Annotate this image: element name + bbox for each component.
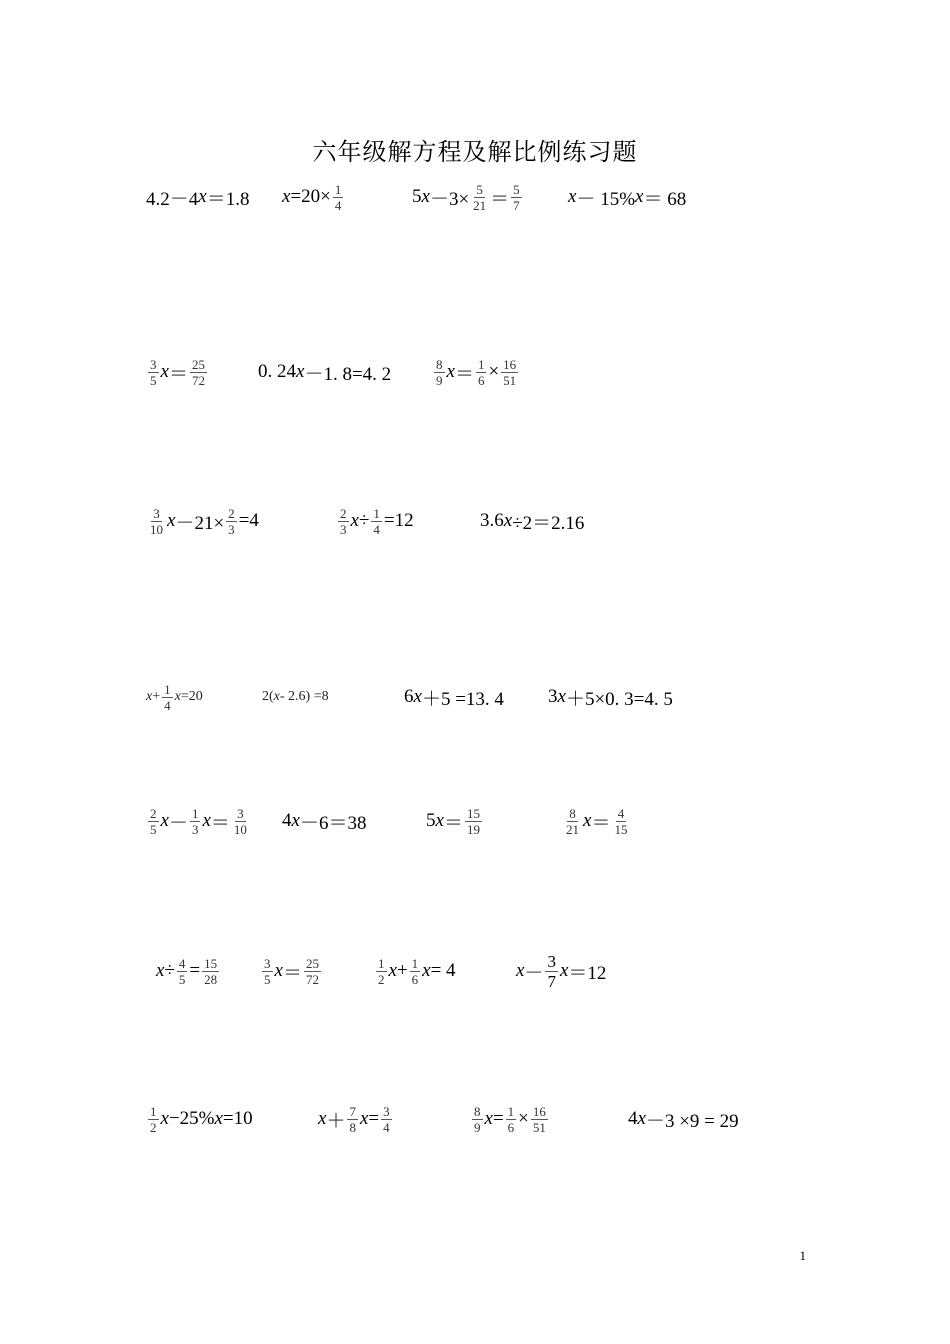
equation-6: 0. 24 x －1. 8=4. 2 — [258, 361, 392, 385]
fraction: $\frac{1}{6}$ — [507, 1103, 515, 1135]
fraction: $\frac{3}{5}$ — [150, 356, 157, 388]
fraction: $\frac{25}{72}$ — [191, 356, 205, 388]
equation-14: 3 x ＋5×0. 3=4. 5 — [548, 686, 673, 710]
fraction: $\frac{2}{3}$ — [228, 505, 235, 537]
equation-22: x － $\frac{3}{7}$ x ＝12 — [516, 951, 607, 991]
fraction: $\frac{1}{4}$ — [373, 505, 380, 537]
fraction: $\frac{16}{51}$ — [532, 1103, 546, 1135]
equation-16: 4 x －6＝38 — [282, 810, 367, 834]
fraction: $\frac{1}{6}$ — [411, 955, 419, 987]
fraction: $\frac{4}{15}$ — [614, 805, 628, 837]
fraction: $\frac{5}{21}$ — [473, 181, 487, 213]
equation-5: $\frac{3}{5}$ x ＝ $\frac{25}{72}$ — [150, 356, 205, 388]
fraction: $\frac{3}{10}$ — [150, 505, 163, 537]
equation-15: $\frac{2}{5}$ x － $\frac{1}{3}$ x ＝ $\frac{3}{10}$ — [150, 805, 247, 837]
fraction: $\frac{7}{8}$ — [349, 1103, 356, 1135]
equation-12: 2( x - 2.6) =8 — [262, 689, 329, 704]
equation-2: x =20× $\frac{1}{4}$ — [282, 181, 342, 213]
fraction: $\frac{2}{3}$ — [340, 505, 347, 537]
equation-17: 5 x ＝ $\frac{15}{19}$ — [426, 805, 480, 837]
fraction: $\frac{3}{7}$ — [547, 951, 556, 991]
fraction: $\frac{1}{3}$ — [191, 805, 199, 837]
equation-9: $\frac{2}{3}$ x ÷ $\frac{1}{4}$ =12 — [340, 505, 414, 537]
fraction: $\frac{15}{28}$ — [204, 955, 218, 987]
equation-10: 3.6 x ÷2＝2.16 — [480, 510, 585, 534]
equation-7: $\frac{8}{9}$ x ＝ $\frac{1}{6}$ × $\frac{16}{51}$ — [436, 356, 517, 388]
fraction: $\frac{3}{5}$ — [264, 955, 271, 987]
page-title: 六年级解方程及解比例练习题 — [312, 140, 638, 166]
fraction: $\frac{1}{6}$ — [477, 356, 485, 388]
page-number: 1 — [799, 1248, 806, 1263]
fraction: $\frac{4}{5}$ — [178, 955, 186, 987]
equation-23: $\frac{1}{2}$ x −25% x =10 — [150, 1103, 253, 1135]
fraction: $\frac{5}{7}$ — [513, 181, 520, 213]
equation-26: 4 x －3 ×9 = 29 — [628, 1108, 739, 1132]
fraction: $\frac{15}{19}$ — [466, 805, 480, 837]
equation-8: $\frac{3}{10}$ x －21× $\frac{2}{3}$ =4 — [150, 505, 259, 537]
equation-13: 6 x ＋5 =13. 4 — [404, 686, 504, 710]
fraction: $\frac{2}{5}$ — [150, 805, 157, 837]
equation-21: $\frac{1}{2}$ x + $\frac{1}{6}$ x = 4 — [378, 955, 456, 987]
fraction: $\frac{8}{21}$ — [566, 805, 579, 837]
equation-4: x － 15% x ＝ 68 — [568, 186, 687, 210]
fraction: $\frac{1}{4}$ — [164, 681, 171, 713]
equation-20: $\frac{3}{5}$ x ＝ $\frac{25}{72}$ — [264, 955, 319, 987]
fraction: $\frac{25}{72}$ — [305, 955, 319, 987]
equation-1: 4.2－4 x ＝1.8 — [146, 186, 250, 210]
equation-18: $\frac{8}{21}$ x ＝ $\frac{4}{15}$ — [566, 805, 628, 837]
fraction: $\frac{3}{10}$ — [233, 805, 247, 837]
equation-3: 5 x －3× $\frac{5}{21}$ ＝ $\frac{5}{7}$ — [412, 181, 520, 213]
equation-24: x ＋ $\frac{7}{8}$ x = $\frac{3}{4}$ — [318, 1103, 390, 1135]
fraction: $\frac{16}{51}$ — [503, 356, 517, 388]
equation-11: x + $\frac{1}{4}$ x =20 — [146, 681, 203, 713]
fraction: $\frac{8}{9}$ — [474, 1103, 481, 1135]
fraction: $\frac{8}{9}$ — [436, 356, 443, 388]
fraction: $\frac{1}{2}$ — [378, 955, 385, 987]
fraction: $\frac{1}{2}$ — [150, 1103, 157, 1135]
equation-19: x ÷ $\frac{4}{5}$ = $\frac{15}{28}$ — [156, 955, 218, 987]
fraction: $\frac{1}{4}$ — [334, 181, 342, 213]
fraction: $\frac{3}{4}$ — [383, 1103, 390, 1135]
equation-25: $\frac{8}{9}$ x = $\frac{1}{6}$ × $\frac{16}{51}$ — [474, 1103, 546, 1135]
